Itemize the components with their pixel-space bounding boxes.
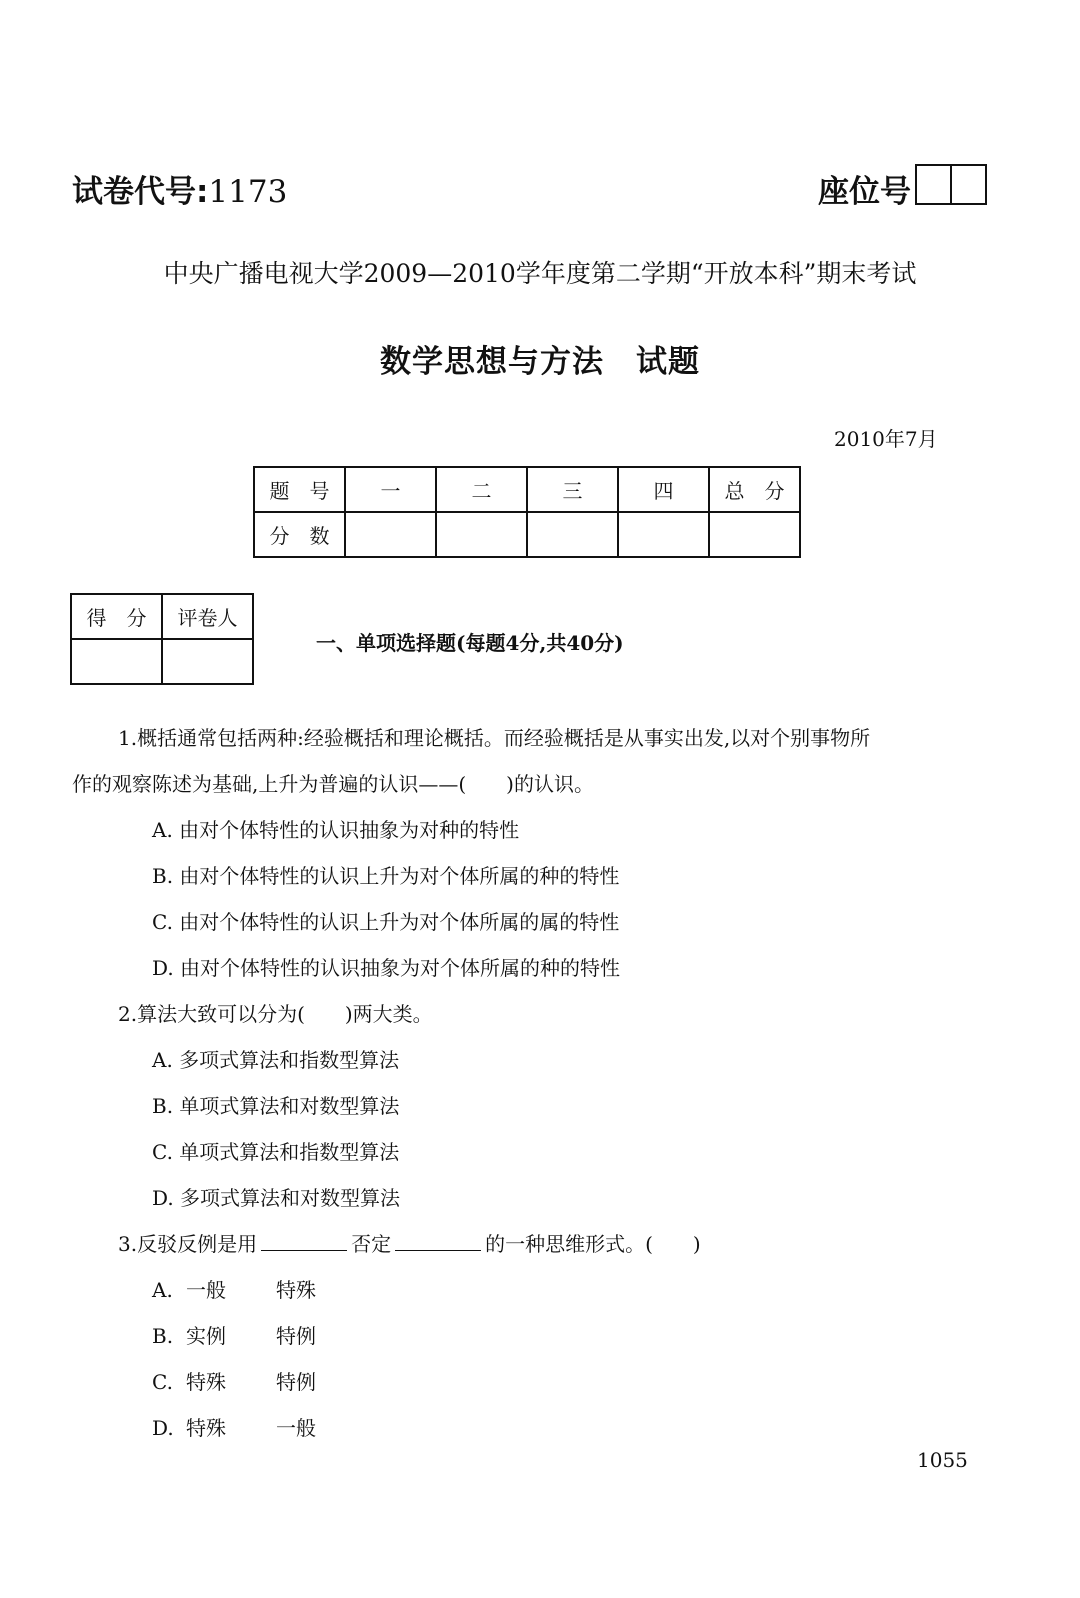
question-1-option-d: D. 由对个体特性的认识抽象为对个体所属的种的特性 [152,956,621,980]
grader-table [70,593,254,685]
question-2-option-c: C. 单项式算法和指数型算法 [152,1140,400,1164]
option-term-1: 特殊 [186,1416,226,1440]
score-entry-cell[interactable] [345,512,436,557]
question-3-option-b [152,1320,316,1349]
score-table-header-row [254,467,800,512]
score-entry-cell[interactable] [436,512,527,557]
grader-name-label: 评卷人 [162,594,253,639]
score-entry-cell[interactable] [618,512,709,557]
option-term-1: 特殊 [186,1370,226,1394]
option-letter: B. [152,1324,174,1348]
question-3-part-1: 3.反驳反例是用 [118,1232,258,1256]
option-letter: A. [152,1278,173,1302]
paper-code [72,166,287,211]
question-3-line-1 [118,1228,701,1257]
score-entry-cell[interactable] [527,512,618,557]
score-table [253,466,801,558]
question-1-line-1: 1.概括通常包括两种:经验概括和理论概括。而经验概括是从事实出发,以对个别事物所 [118,726,871,750]
seat-number-label: 座位号 [818,174,911,210]
question-3-option-d [152,1412,316,1441]
question-1-option-c: C. 由对个体特性的认识上升为对个体所属的属的特性 [152,910,620,934]
option-term-2: 一般 [276,1416,316,1440]
score-entry-cell[interactable] [709,512,800,557]
score-table-cell: 二 [436,467,527,512]
option-term-1: 实例 [186,1324,226,1348]
option-letter: C. [152,1370,173,1394]
question-3-option-a [152,1274,316,1303]
score-table-cell: 四 [618,467,709,512]
seat-box [950,166,985,203]
score-table-cell: 题 号 [254,467,345,512]
seat-number-boxes [915,164,987,205]
section-heading: 一、单项选择题(每题4分,共40分) [316,631,624,655]
grader-score-entry[interactable] [71,639,162,684]
question-2-option-a: A. 多项式算法和指数型算法 [152,1048,400,1072]
grader-score-label: 得 分 [71,594,162,639]
question-1-option-a: A. 由对个体特性的认识抽象为对种的特性 [152,818,520,842]
fill-blank[interactable] [261,1249,347,1251]
option-term-2: 特殊 [276,1278,316,1302]
option-term-1: 一般 [186,1278,226,1302]
score-table-cell: 一 [345,467,436,512]
exam-title: 数学思想与方法 试题 [380,344,700,380]
question-2-line-1: 2.算法大致可以分为( )两大类。 [118,1002,433,1026]
score-table-cell: 总 分 [709,467,800,512]
question-3-part-3: 的一种思维形式。( ) [485,1232,701,1256]
exam-subtitle: 中央广播电视大学2009—2010学年度第二学期“开放本科”期末考试 [163,259,917,288]
score-table-score-row [254,512,800,557]
paper-code-value: 1173 [208,174,288,210]
fill-blank[interactable] [395,1249,481,1251]
question-2-option-d: D. 多项式算法和对数型算法 [152,1186,401,1210]
question-3-part-2: 否定 [351,1232,392,1256]
option-term-2: 特例 [276,1324,316,1348]
score-table-cell: 三 [527,467,618,512]
page-number: 1055 [917,1448,968,1472]
question-1-option-b: B. 由对个体特性的认识上升为对个体所属的种的特性 [152,864,620,888]
option-term-2: 特例 [276,1370,316,1394]
question-2-option-b: B. 单项式算法和对数型算法 [152,1094,400,1118]
option-letter: D. [152,1416,174,1440]
exam-date: 2010年7月 [834,427,938,451]
question-1-line-2: 作的观察陈述为基础,上升为普遍的认识——( )的认识。 [72,772,594,796]
score-table-cell: 分 数 [254,512,345,557]
paper-code-label: 试卷代号: [72,174,209,210]
grader-name-entry[interactable] [162,639,253,684]
question-3-option-c [152,1366,316,1395]
seat-box [917,166,950,203]
